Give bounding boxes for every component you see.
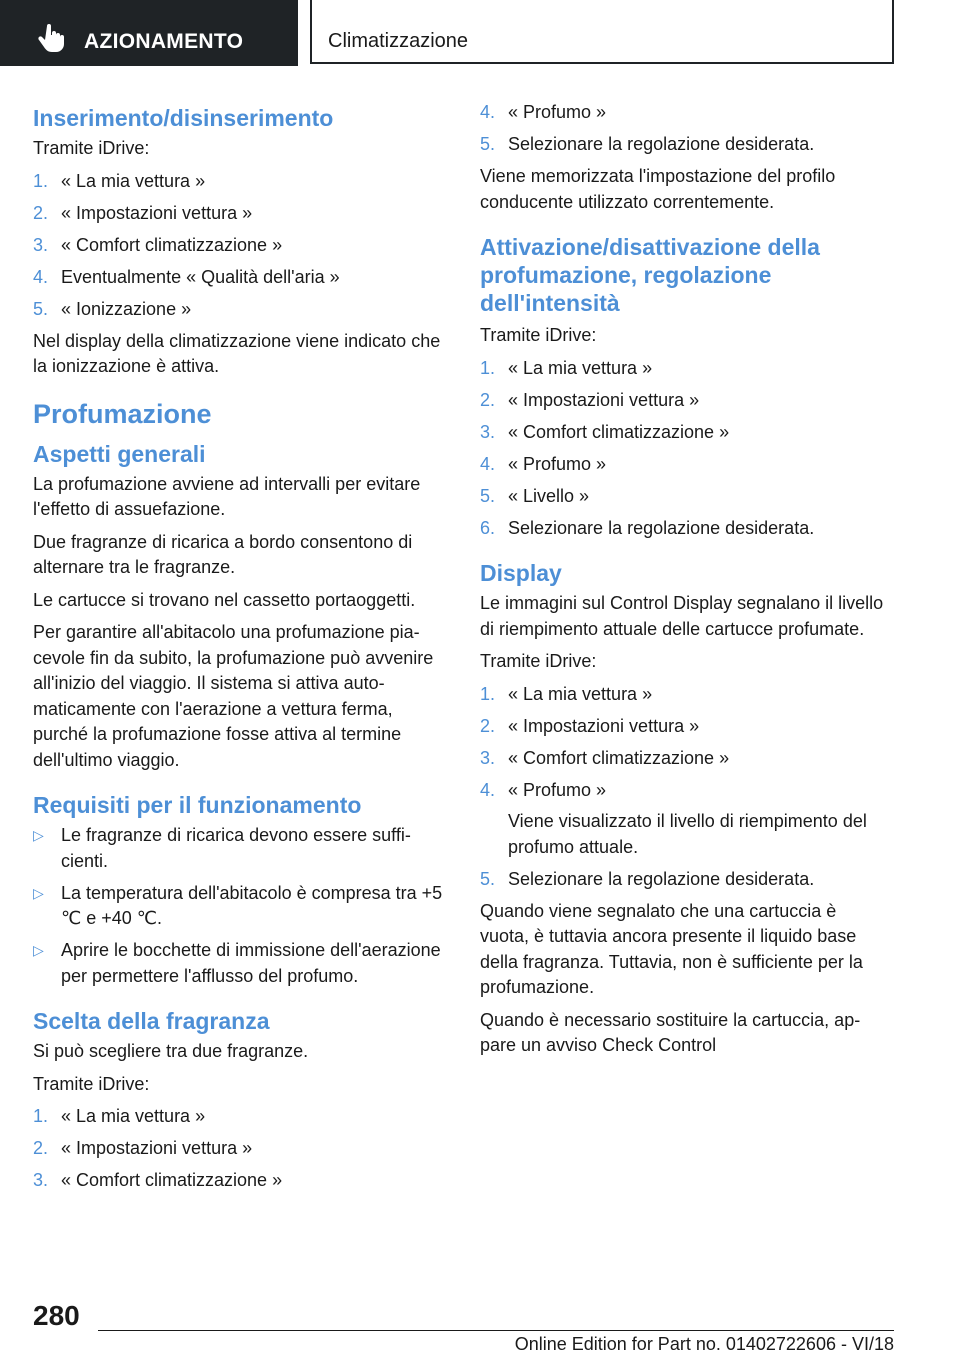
triangle-bullet-icon: ▷ <box>33 827 44 843</box>
list-item: 1. « La mia vettura » <box>480 683 653 704</box>
heading-requisiti: Requisiti per il funzionamento <box>33 792 362 818</box>
paragraph: Nel display della climatizzazione viene indicato che la ionizzazione è attiva. <box>33 330 441 376</box>
list-item: 5. « Livello » <box>480 485 590 506</box>
paragraph: Tramite iDrive: <box>480 325 597 345</box>
steps-list-ionizzazione <box>33 169 443 323</box>
paragraph: Quando è necessario sostituire la cartuccia, appare un avviso Check Control <box>480 1009 861 1055</box>
list-item: 4. « Profumo » <box>480 453 607 474</box>
list-item: 4. « Profumo » Viene visualizzato il livello di riempimento del profumo attuale. <box>480 778 890 861</box>
chapter-box <box>310 0 894 64</box>
list-item: 2. « Impostazioni vettura » <box>33 1138 253 1158</box>
triangle-bullet-icon: ▷ <box>33 884 44 901</box>
heading-profumazione: Profumazione <box>33 398 212 429</box>
list-item-note: Viene visualizzato il livello di riempimento del profumo attuale. <box>508 811 867 857</box>
paragraph: Quando viene segnalato che una cartuccia è vuota, è tuttavia ancora presente il liquido base della fragranza. Tuttavia, non è sufficiente per la profumazione. <box>480 900 863 997</box>
paragraph: Due fragranze di ricarica a bordo consentono di alternare tra le fragranze. <box>33 531 413 577</box>
steps-list-fragranza-cont <box>480 100 890 158</box>
list-item: 1. « La mia vettura » <box>33 170 206 191</box>
heading-aspetti: Aspetti generali <box>33 440 206 467</box>
steps-list-display <box>480 682 890 893</box>
edition-note: Online Edition for Part no. 01402722606 - VI/18 <box>514 1334 894 1354</box>
list-item: 5. Selezionare la regolazione desiderata. <box>480 134 815 154</box>
paragraph: La profumazione avviene ad intervalli per evitare l'effetto di assuefazione. <box>33 473 421 519</box>
requirements-list <box>33 823 443 989</box>
list-item: 5. Selezionare la regolazione desiderata. <box>480 868 815 889</box>
paragraph: Tramite iDrive: <box>33 1073 150 1094</box>
heading-attivazione: Attivazione/disattivazione della profumazione, regolazione dell'intensità <box>480 234 820 316</box>
paragraph: Le immagini sul Control Display segnalano il livello di riempimento attuale delle cartucce profumate. <box>480 593 884 639</box>
right-column <box>480 100 890 1066</box>
list-item: 1. « La mia vettura » <box>33 1106 206 1126</box>
list-item: 4. Eventualmente « Qualità dell'aria » <box>33 266 340 287</box>
paragraph: Tramite iDrive: <box>33 138 150 158</box>
hand-pointer-icon <box>38 24 64 52</box>
paragraph: Viene memorizzata l'impostazione del profilo conducente utilizzato correntemente. <box>480 166 836 212</box>
page-header <box>0 0 960 66</box>
section-label: AZIONAMENTO <box>84 30 244 53</box>
list-item: 2. « Impostazioni vettura » <box>480 715 700 736</box>
list-item: 6. Selezionare la regolazione desiderata. <box>480 517 815 538</box>
left-column <box>33 100 443 1200</box>
list-item: 4. « Profumo » <box>480 102 607 122</box>
section-tab <box>0 0 298 66</box>
steps-list-intensita <box>480 356 890 542</box>
paragraph: Per garantire all'abitacolo una profumazione piacevole fin da subito, la profumazione può avvenire all'inizio del viaggio. Il sistema si attiva automaticamente con l'aerazione a vettura ferma, purché la profumazione fosse attiva al termine dell'ultimo viaggio. <box>33 622 434 770</box>
footer-divider <box>98 1330 894 1331</box>
heading-scelta: Scelta della fragranza <box>33 1008 270 1034</box>
list-item: ▷ Le fragranze di ricarica devono essere sufficienti. <box>33 825 411 871</box>
heading-inserimento: Inserimento/disinserimento <box>33 105 334 131</box>
list-item: 5. « Ionizzazione » <box>33 298 192 319</box>
chapter-title: Climatizzazione <box>328 30 469 52</box>
list-item: 2. « Impostazioni vettura » <box>33 202 253 223</box>
steps-list-fragranza <box>33 1104 443 1194</box>
list-item: 3. « Comfort climatizzazione » <box>33 1170 283 1190</box>
triangle-bullet-icon: ▷ <box>33 942 44 958</box>
list-item: 3. « Comfort climatizzazione » <box>480 747 730 768</box>
list-item: 3. « Comfort climatizzazione » <box>480 421 730 442</box>
paragraph: Tramite iDrive: <box>480 651 597 671</box>
paragraph: Si può scegliere tra due fragranze. <box>33 1041 309 1061</box>
paragraph: Le cartucce si trovano nel cassetto portaoggetti. <box>33 589 416 610</box>
list-item: 1. « La mia vettura » <box>480 357 653 378</box>
page-number: 280 <box>33 1300 80 1331</box>
heading-display: Display <box>480 560 562 586</box>
list-item: 2. « Impostazioni vettura » <box>480 389 700 410</box>
list-item: ▷ La temperatura dell'abitacolo è compresa tra +5 ℃ e +40 ℃. <box>33 882 443 928</box>
list-item: ▷ Aprire le bocchette di immissione dell'aerazione per permettere l'afflusso del profumo. <box>33 940 441 986</box>
list-item: 3. « Comfort climatizzazione » <box>33 234 283 255</box>
